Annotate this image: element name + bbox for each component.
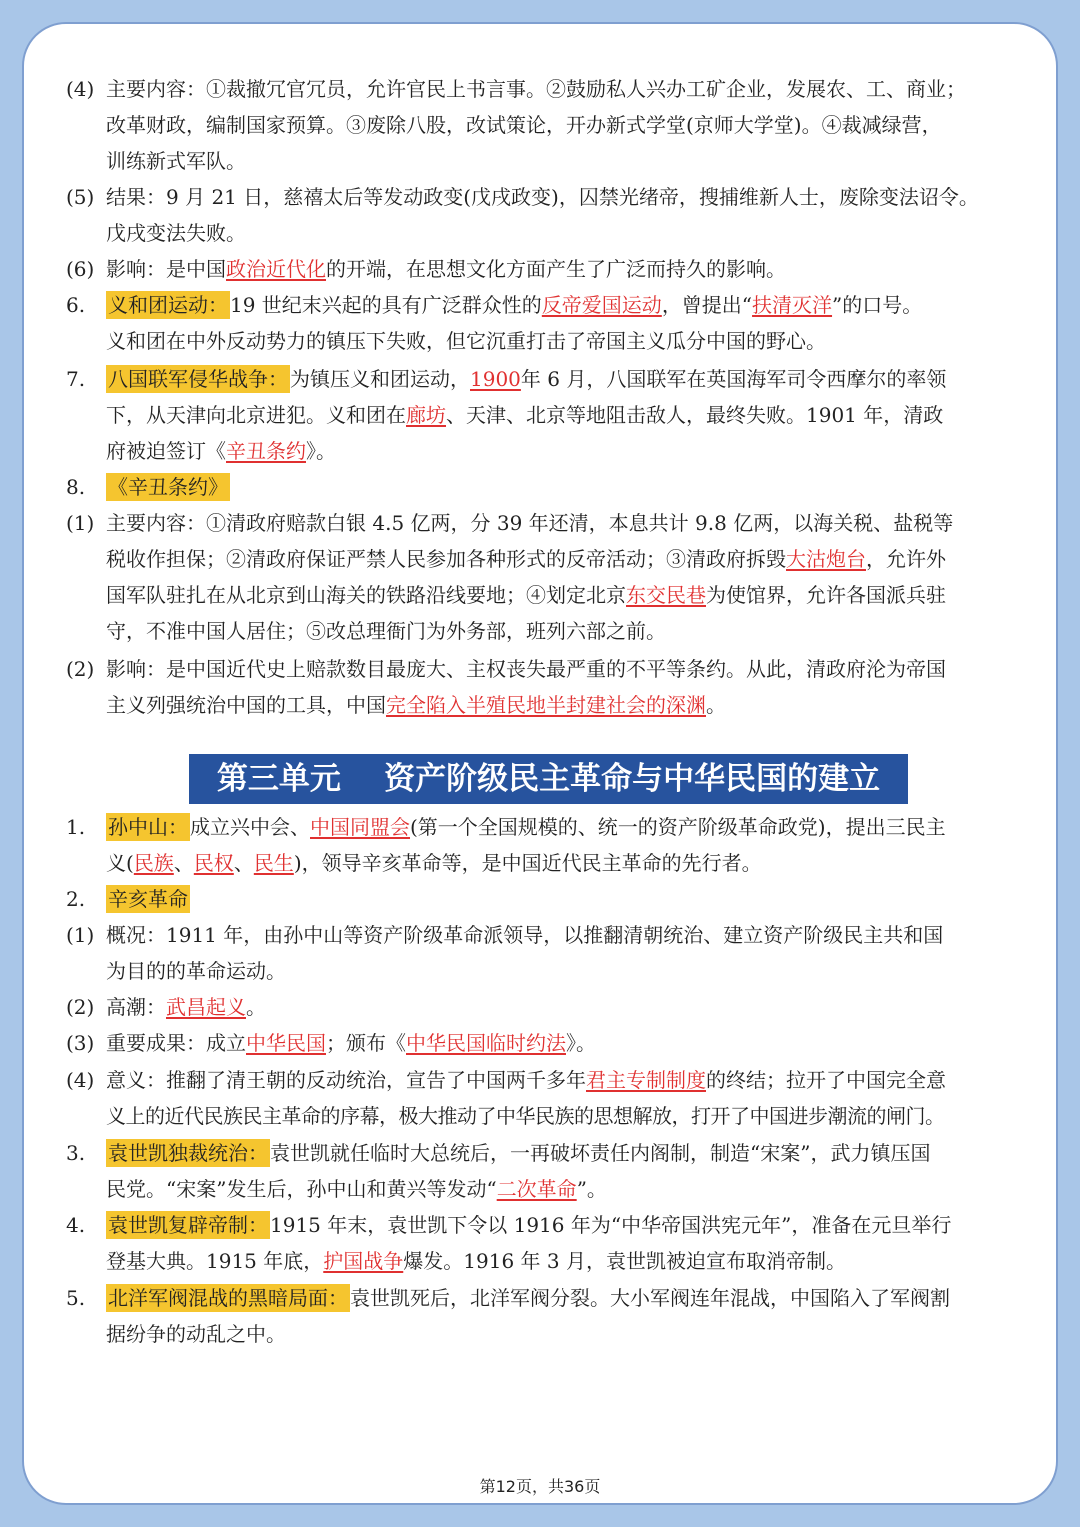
highlight-heading: 八国联军侵华战争： [108,367,288,391]
line-xinhai-overview-1: (1) 概况：1911 年，由孙中山等资产阶级革命派领导，以推翻清朝统治、建立资产阶级民主共和国 [66,923,944,947]
line-xinchou-content-4: 守，不准中国人居住；⑤改总理衙门为外务部，班列六部之前。 [106,619,666,643]
keyword: 中华民国临时约法 [406,1031,566,1055]
line-eight-nation-3: 府被迫签订《辛丑条约》。 [106,439,336,463]
line-xinchou-content-1: (1) 主要内容：①清政府赔款白银 4.5 亿两，分 39 年还清，本息共计 9.8 亿两，以海关税、盐税等 [66,511,954,535]
keyword: 君主专制制度 [586,1068,706,1092]
highlight-heading: 袁世凯独裁统治： [108,1141,268,1165]
line-warlord-1: 5. 北洋军阀混战的黑暗局面： 袁世凯死后，北洋军阀分裂。大小军阀连年混战，中国陷入了军阀割 [66,1286,950,1310]
keyword: 政治近代化 [226,257,326,281]
line-xinhai-achievement: (3) 重要成果：成立中华民国；颁布《中华民国临时约法》。 [66,1031,596,1055]
keyword: 民权 [193,851,234,875]
keyword: 护国战争 [323,1249,404,1273]
line-sun-yatsen-2: 义(民族、民权、民生)，领导辛亥革命等，是中国近代民主革命的先行者。 [106,851,762,875]
line-reform-result-2: 戊戌变法失败。 [106,221,246,245]
keyword: 廊坊 [406,403,446,427]
line-boxer-2: 义和团在中外反动势力的镇压下失败，但它沉重打击了帝国主义瓜分中国的野心。 [106,329,826,353]
line-xinhai-overview-2: 为目的的革命运动。 [106,959,286,983]
line-xinhai-significance-1: (4) 意义：推翻了清王朝的反动统治，宣告了中国两千多年君主专制制度的终结；拉开了中国完全意 [66,1068,946,1092]
line-xinchou-content-3: 国军队驻扎在从北京到山海关的铁路沿线要地；④划定北京东交民巷为使馆界，允许各国派兵驻 [106,583,946,607]
keyword: 武昌起义 [166,995,246,1019]
line-yuan-dictatorship-2: 民党。“宋案”发生后，孙中山和黄兴等发动“二次革命”。 [106,1177,607,1201]
keyword: 民族 [133,851,174,875]
highlight-heading: 孙中山： [108,815,188,839]
line-xinchou-content-2: 税收作担保；②清政府保证严禁人民参加各种形式的反帝活动；③清政府拆毁大沽炮台，允许外 [106,547,946,571]
keyword: 民生 [253,851,294,875]
line-xinhai-climax: (2) 高潮：武昌起义。 [66,995,266,1019]
line-reform-result-1: (5) 结果：9 月 21 日，慈禧太后等发动政变(戊戌政变)，囚禁光绪帝，搜捕维新人士，废除变法诏令。 [66,185,979,209]
keyword: 辛丑条约 [226,439,306,463]
line-eight-nation-1: 7. 八国联军侵华战争： 为镇压义和团运动，1900年 6 月，八国联军在英国海军司令西摩尔的率领 [66,367,947,391]
page-number: 第12页，共36页 [479,1477,601,1496]
line-yuan-dictatorship-1: 3. 袁世凯独裁统治： 袁世凯就任临时大总统后，一再破坏责任内阁制，制造“宋案”，武力镇压国 [66,1141,931,1165]
highlight-heading: 辛亥革命 [108,887,188,911]
line-reform-content-2: 改革财政，编制国家预算。③废除八股，改试策论，开办新式学堂(京师大学堂)。④裁减绿营， [106,113,942,137]
keyword: 东交民巷 [626,583,706,607]
line-eight-nation-2: 下，从天津向北京进犯。义和团在廊坊、天津、北京等地阻击敌人，最终失败。1901 年，清政 [106,403,944,427]
unit-three-banner: 第三单元 资产阶级民主革命与中华民国的建立 [189,754,908,804]
line-xinchou-influence-1: (2) 影响：是中国近代史上赔款数目最庞大、主权丧失最严重的不平等条约。从此，清政府沦为帝国 [66,657,946,681]
line-xinhai-significance-2: 义上的近代民族民主革命的序幕，极大推动了中华民族的思想解放，打开了中国进步潮流的闸门。 [106,1104,945,1128]
highlight-heading: 北洋军阀混战的黑暗局面： [108,1286,348,1310]
keyword: 完全陷入半殖民地半封建社会的深渊 [386,693,706,717]
line-sun-yatsen-1: 1. 孙中山： 成立兴中会、中国同盟会(第一个全国规模的、统一的资产阶级革命政党)，提出三民主 [66,815,946,839]
keyword: 中国同盟会 [310,815,410,839]
keyword: 反帝爱国运动 [541,293,662,317]
line-reform-content-3: 训练新式军队。 [106,149,246,173]
line-reform-influence: (6) 影响：是中国政治近代化的开端，在思想文化方面产生了广泛而持久的影响。 [66,257,786,281]
keyword: 扶清灭洋 [752,293,833,317]
keyword: 1900 [470,367,521,391]
highlight-heading: 义和团运动： [108,293,228,317]
line-yuan-restoration-2: 登基大典。1915 年底，护国战争爆发。1916 年 3 月，袁世凯被迫宣布取消帝制。 [106,1249,846,1273]
line-xinchou-heading: 8. 《辛丑条约》 [66,475,228,499]
keyword: 二次革命 [496,1177,577,1201]
line-warlord-2: 据纷争的动乱之中。 [106,1322,286,1346]
line-reform-content-1: (4) 主要内容：①裁撤冗官冗员，允许官民上书言事。②鼓励私人兴办工矿企业，发展农、工、商业； [66,77,966,101]
line-boxer-1: 6. 义和团运动： 19 世纪末兴起的具有广泛群众性的反帝爱国运动，曾提出“扶清灭洋”的口号。 [66,293,923,317]
highlight-heading: 袁世凯复辟帝制： [108,1213,268,1237]
keyword: 中华民国 [246,1031,326,1055]
line-yuan-restoration-1: 4. 袁世凯复辟帝制： 1915 年末，袁世凯下令以 1916 年为“中华帝国洪宪元年”，准备在元旦举行 [66,1213,952,1237]
keyword: 大沽炮台 [786,547,866,571]
line-xinchou-influence-2: 主义列强统治中国的工具，中国完全陷入半殖民地半封建社会的深渊。 [106,693,726,717]
line-xinhai-heading: 2. 辛亥革命 [66,887,188,911]
highlight-heading: 《辛丑条约》 [108,475,228,499]
